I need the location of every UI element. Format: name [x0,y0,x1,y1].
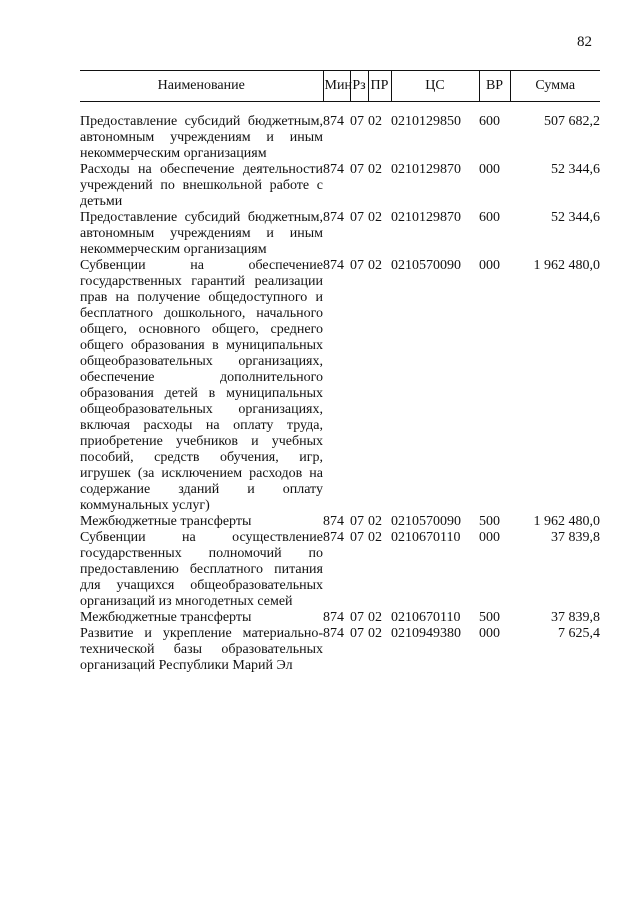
row-name: Межбюджетные трансферты [80,610,252,625]
row-cs: 0210129870 [391,162,461,177]
row-name: Развитие и укрепление материально-технической базы образовательных организаций Республики Марий Эл [80,626,323,673]
row-pr: 02 [368,114,382,129]
row-cs: 0210570090 [391,514,461,529]
row-vr: 000 [479,162,500,177]
row-rz: 07 [350,514,364,529]
header-min: Мин [323,71,350,102]
row-vr: 500 [479,610,500,625]
row-name: Расходы на обеспечение деятельности учреждений по внешкольной работе с детьми [80,162,323,209]
row-cs: 0210949380 [391,626,461,641]
row-rz: 07 [350,626,364,641]
row-pr: 02 [368,530,382,545]
row-sum: 1 962 480,0 [533,514,600,529]
row-pr: 02 [368,626,382,641]
row-vr: 500 [479,514,500,529]
row-min: 874 [323,610,344,625]
row-pr: 02 [368,210,382,225]
table-row [80,514,600,530]
table-row [80,610,600,626]
row-rz: 07 [350,610,364,625]
row-min: 874 [323,114,344,129]
header-rz: Рз [350,71,368,102]
row-min: 874 [323,514,344,529]
row-min: 874 [323,258,344,273]
row-vr: 000 [479,626,500,641]
row-sum: 1 962 480,0 [533,258,600,273]
row-cs: 0210570090 [391,258,461,273]
table-row [80,210,600,258]
row-name: Субвенции на осуществление государственных полномочий по предоставлению бесплатного питания для учащихся общеобразовательных организаций из многодетных семей [80,530,323,609]
row-rz: 07 [350,258,364,273]
row-cs: 0210129870 [391,210,461,225]
row-vr: 000 [479,530,500,545]
header-name: Наименование [80,71,323,102]
row-rz: 07 [350,210,364,225]
row-sum: 37 839,8 [551,530,600,545]
row-sum: 52 344,6 [551,162,600,177]
table-row [80,114,600,162]
row-min: 874 [323,210,344,225]
budget-table [80,70,600,674]
row-sum: 37 839,8 [551,610,600,625]
header-cs: ЦС [391,71,479,102]
table-row [80,626,600,674]
header-vr: ВР [479,71,510,102]
row-min: 874 [323,162,344,177]
row-name: Субвенции на обеспечение государственных гарантий реализации прав на получение общедоступного и бесплатного дошкольного, начального общего, основного общего, среднего общего образования в муниципальных общеобразовательных организациях, обеспечение дополнительного образования детей в муниципальных общеобразовательных организациях, включая расходы на оплату труда, приобретение учебников и учебных пособий, средств обучения, игр, игрушек (за исключением расходов на содержание зданий и оплату коммунальных услуг) [80,258,323,513]
row-sum: 507 682,2 [544,114,600,129]
row-sum: 52 344,6 [551,210,600,225]
row-cs: 0210129850 [391,114,461,129]
row-vr: 600 [479,114,500,129]
row-vr: 000 [479,258,500,273]
header-pr: ПР [368,71,391,102]
row-pr: 02 [368,514,382,529]
page-number: 82 [577,34,592,50]
row-name: Предоставление субсидий бюджетным, автономным учреждениям и иным некоммерческим организациям [80,114,323,161]
row-min: 874 [323,530,344,545]
row-pr: 02 [368,610,382,625]
row-min: 874 [323,626,344,641]
row-name: Предоставление субсидий бюджетным, автономным учреждениям и иным некоммерческим организациям [80,210,323,257]
row-rz: 07 [350,162,364,177]
row-sum: 7 625,4 [558,626,600,641]
row-name: Межбюджетные трансферты [80,514,252,529]
row-vr: 600 [479,210,500,225]
row-pr: 02 [368,162,382,177]
table-row [80,162,600,210]
table-header [80,71,600,115]
row-rz: 07 [350,530,364,545]
header-sum: Сумма [510,71,600,102]
row-cs: 0210670110 [391,530,461,545]
row-cs: 0210670110 [391,610,461,625]
table-row [80,530,600,610]
table-row [80,258,600,514]
row-rz: 07 [350,114,364,129]
row-pr: 02 [368,258,382,273]
